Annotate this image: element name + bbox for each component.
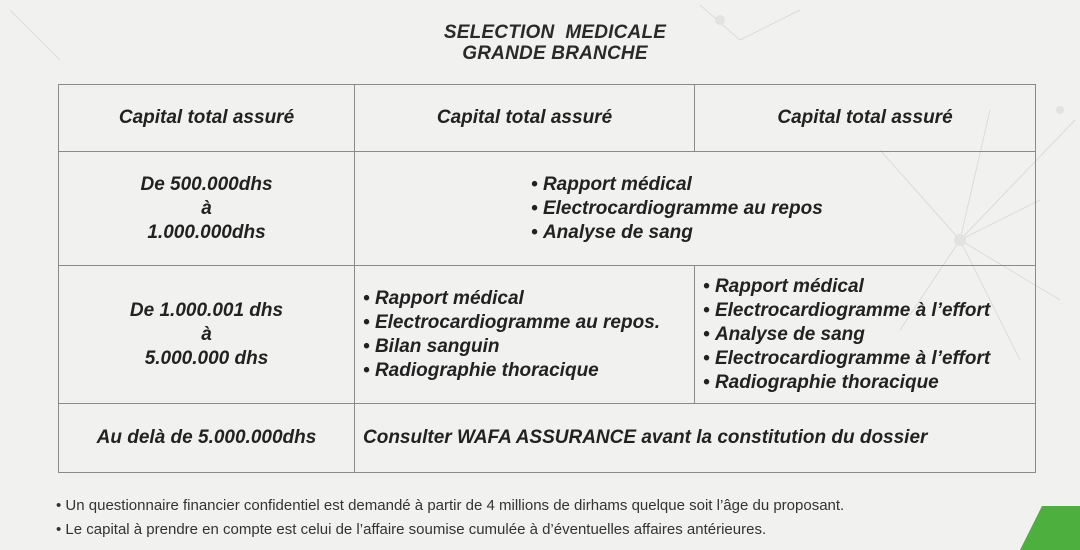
table-header-row: [59, 85, 1036, 152]
range-sep: à: [201, 197, 212, 219]
list-item: • Electrocardiogramme à l’effort: [703, 347, 1035, 371]
range-from: De 500.000dhs: [140, 173, 273, 195]
consult-note-cell: Consulter WAFA ASSURANCE avant la constitution du dossier: [355, 404, 1036, 473]
range-from: De 1.000.001 dhs: [129, 299, 284, 321]
header-capital-2: Capital total assuré: [355, 85, 695, 152]
requirements-cell-left: [355, 266, 695, 404]
list-item: • Analyse de sang: [703, 323, 1035, 347]
header-capital-3: Capital total assuré: [695, 85, 1036, 152]
range-to: 5.000.000 dhs: [144, 347, 269, 369]
range-sep: à: [201, 323, 212, 345]
requirements-cell-merged: [355, 152, 1036, 266]
range-cell: [59, 404, 355, 473]
range-label: Au delà de 5.000.000dhs: [96, 427, 317, 448]
list-item: • Radiographie thoracique: [703, 371, 1035, 395]
list-item: • Rapport médical: [363, 287, 694, 311]
list-item: • Rapport médical: [703, 275, 1035, 299]
table-row: [59, 152, 1036, 266]
range-cell: [59, 152, 355, 266]
range-cell: [59, 266, 355, 404]
header-capital-1: Capital total assuré: [59, 85, 355, 152]
footnote-item: • Le capital à prendre en compte est celui de l’affaire soumise cumulée à d’éventuelles affaires antérieures.: [56, 518, 844, 542]
green-corner-shape: [1020, 506, 1080, 550]
list-item: • Radiographie thoracique: [363, 359, 694, 383]
table-row: [59, 404, 1036, 473]
list-item: • Bilan sanguin: [363, 335, 694, 359]
table-row: [59, 266, 1036, 404]
footnote-item: • Un questionnaire financier confidentiel est demandé à partir de 4 millions de dirhams quelque soit l’âge du proposant.: [56, 494, 844, 518]
list-item: • Electrocardiogramme au repos: [531, 197, 1035, 221]
list-item: • Rapport médical: [531, 173, 1035, 197]
list-item: • Analyse de sang: [531, 221, 1035, 245]
title-line-2: GRANDE BRANCHE: [462, 43, 648, 64]
requirements-cell-right: [695, 266, 1036, 404]
list-item: • Electrocardiogramme à l’effort: [703, 299, 1035, 323]
range-to: 1.000.000dhs: [147, 221, 266, 243]
list-item: • Electrocardiogramme au repos.: [363, 311, 694, 335]
medical-selection-table: [58, 84, 1036, 473]
footnotes: [56, 494, 844, 542]
title-line-1: SELECTION MEDICALE: [443, 22, 667, 43]
page-title: [0, 22, 1080, 64]
